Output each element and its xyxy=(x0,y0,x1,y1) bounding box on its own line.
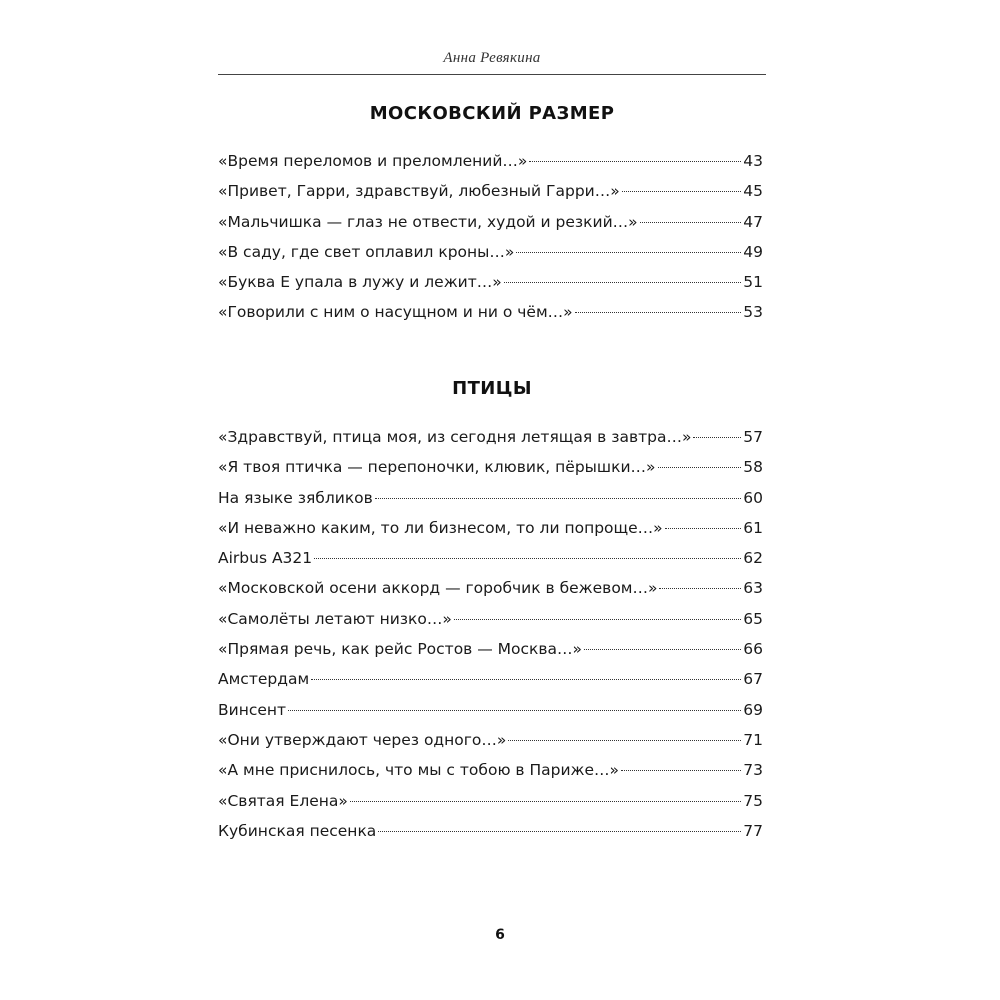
toc-entry-title: Кубинская песенка xyxy=(218,821,377,840)
toc-entry-title: «Здравствуй, птица моя, из сегодня летящая в завтра…» xyxy=(218,428,692,446)
toc-entry-title: «Я твоя птичка — перепоночки, клювик, пёрышки…» xyxy=(218,458,656,477)
toc-entry-page: 43 xyxy=(743,152,763,170)
toc-entry-title: «Говорили с ним о насущном и ни о чём…» xyxy=(218,303,573,322)
toc-entry-title: «Они утверждают через одного…» xyxy=(218,730,507,749)
toc-entry[interactable] xyxy=(218,267,763,297)
dot-leader xyxy=(504,282,741,283)
dot-leader xyxy=(584,649,741,650)
toc-entry-title: Airbus A321 xyxy=(218,549,313,568)
dot-leader xyxy=(314,558,741,559)
dot-leader xyxy=(378,831,741,832)
dot-leader xyxy=(693,437,741,438)
dot-leader xyxy=(454,619,741,620)
toc-entry[interactable] xyxy=(218,634,763,664)
toc-entry-page: 67 xyxy=(743,670,763,689)
dot-leader xyxy=(659,588,741,589)
toc-entry-page: 47 xyxy=(743,212,763,231)
toc-entry-page: 65 xyxy=(743,609,763,628)
toc-entry-page: 57 xyxy=(743,428,763,446)
section-title: МОСКОВСКИЙ РАЗМЕР xyxy=(369,103,615,124)
toc-entry-title: «Самолёты летают низко…» xyxy=(218,609,452,628)
toc-entry-page: 77 xyxy=(743,821,763,840)
page-number: 6 xyxy=(495,927,505,943)
toc-entry-page: 53 xyxy=(743,303,763,322)
toc-entry-page: 75 xyxy=(743,791,763,810)
toc-entry[interactable] xyxy=(218,786,763,816)
toc-entry-title: «Буква Е упала в лужу и лежит…» xyxy=(218,273,502,292)
toc-entry-page: 63 xyxy=(743,579,763,598)
toc-entry-page: 66 xyxy=(743,640,763,659)
dot-leader xyxy=(516,252,741,253)
dot-leader xyxy=(575,312,741,313)
toc-entry-page: 58 xyxy=(743,458,763,477)
dot-leader xyxy=(375,498,741,499)
toc-entry-page: 45 xyxy=(743,182,763,201)
toc-entry[interactable] xyxy=(218,695,763,725)
toc-entry-page: 60 xyxy=(743,488,763,507)
toc-entry-title: На языке зябликов xyxy=(218,488,373,507)
running-head: Анна Ревякина xyxy=(443,50,541,66)
toc-entry-title: Амстердам xyxy=(218,670,310,689)
toc-entry-title: «И неважно каким, то ли бизнесом, то ли попроще…» xyxy=(218,518,663,537)
toc-entry[interactable] xyxy=(218,573,763,603)
toc-entry[interactable] xyxy=(218,483,763,513)
dot-leader xyxy=(665,528,741,529)
toc-entry[interactable] xyxy=(218,604,763,634)
toc-entry[interactable] xyxy=(218,543,763,573)
toc-list xyxy=(218,422,763,846)
dot-leader xyxy=(640,222,741,223)
section-title: ПТИЦЫ xyxy=(452,378,532,399)
dot-leader xyxy=(311,679,741,680)
toc-entry-title: «Мальчишка — глаз не отвести, худой и резкий…» xyxy=(218,212,638,231)
toc-entry-page: 61 xyxy=(743,518,763,537)
toc-entry-title: «Время переломов и преломлений…» xyxy=(218,152,528,170)
toc-entry[interactable] xyxy=(218,513,763,543)
toc-entry[interactable] xyxy=(218,816,763,846)
toc-entry-title: «А мне приснилось, что мы с тобою в Париже…» xyxy=(218,761,620,780)
toc-list xyxy=(218,146,763,328)
toc-entry[interactable] xyxy=(218,422,763,452)
toc-entry-title: «Прямая речь, как рейс Ростов — Москва…» xyxy=(218,640,583,659)
toc-entry-title: Винсент xyxy=(218,700,287,719)
toc-entry[interactable] xyxy=(218,176,763,206)
toc-entry[interactable] xyxy=(218,237,763,267)
header-rule xyxy=(218,74,766,75)
toc-entry-title: «В саду, где свет оплавил кроны…» xyxy=(218,242,515,261)
dot-leader xyxy=(621,770,741,771)
toc-entry-page: 51 xyxy=(743,273,763,292)
dot-leader xyxy=(288,710,741,711)
toc-entry-page: 62 xyxy=(743,549,763,568)
toc-entry-page: 69 xyxy=(743,700,763,719)
toc-entry-page: 49 xyxy=(743,242,763,261)
dot-leader xyxy=(529,161,741,162)
toc-entry[interactable] xyxy=(218,146,763,176)
dot-leader xyxy=(350,801,741,802)
dot-leader xyxy=(508,740,741,741)
toc-entry-title: «Привет, Гарри, здравствуй, любезный Гарри…» xyxy=(218,182,620,201)
toc-entry-title: «Московской осени аккорд — горобчик в бежевом…» xyxy=(218,579,658,598)
toc-entry[interactable] xyxy=(218,664,763,694)
toc-entry-page: 71 xyxy=(743,730,763,749)
toc-entry[interactable] xyxy=(218,755,763,785)
toc-entry-page: 73 xyxy=(743,761,763,780)
dot-leader xyxy=(622,191,741,192)
toc-entry[interactable] xyxy=(218,725,763,755)
toc-entry[interactable] xyxy=(218,452,763,482)
dot-leader xyxy=(658,467,741,468)
toc-entry[interactable] xyxy=(218,297,763,327)
toc-entry[interactable] xyxy=(218,207,763,237)
toc-entry-title: «Святая Елена» xyxy=(218,791,348,810)
